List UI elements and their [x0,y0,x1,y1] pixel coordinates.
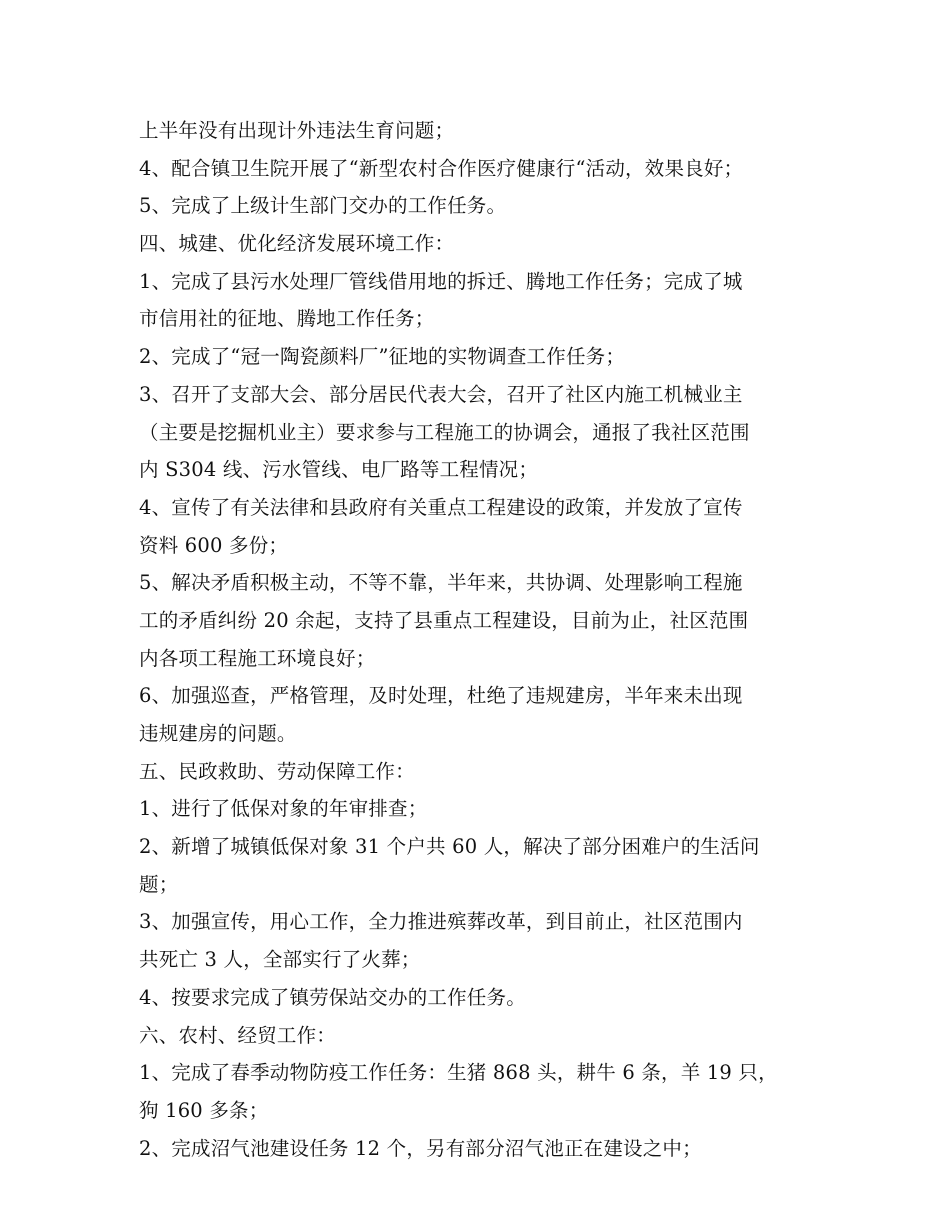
text-line: 4、按要求完成了镇劳保站交办的工作任务。 [139,985,526,1009]
text-line: 共死亡 3 人，全部实行了火葬； [139,948,421,972]
text-line: 题； [139,872,179,896]
text-line: 上半年没有出现计外违法生育问题； [139,119,455,142]
text-line: 4、宣传了有关法律和县政府有关重点工程建设的政策，并发放了宣传 [139,495,743,519]
text-line: 5、解决矛盾积极主动，不等不靠，半年来，共协调、处理影响工程施 [139,571,743,595]
text-line: 内各项工程施工环境良好； [139,646,376,670]
text-line: 6、加强巡查，严格管理，及时处理，杜绝了违规建房，半年来未出现 [139,684,743,708]
text-line: 3、加强宣传，用心工作，全力推进殡葬改革，到目前止，社区范围内 [139,910,743,934]
text-line: 狗 160 多条； [139,1098,269,1122]
text-line: 2、完成沼气池建设任务 12 个，另有部分沼气池正在建设之中； [139,1136,702,1160]
text-line: （主要是挖掘机业主）要求参与工程施工的协调会，通报了我社区范围 [139,420,750,444]
document-body [139,112,819,1167]
text-line: 5、完成了上级计生部门交办的工作任务。 [139,194,507,218]
section-heading: 五、民政救助、劳动保障工作： [139,759,415,783]
text-line: 1、完成了春季动物防疫工作任务：生猪 868 头，耕牛 6 条，羊 19 只， [139,1061,778,1085]
text-line: 4、配合镇卫生院开展了“新型农村合作医疗健康行“活动，效果良好； [139,156,744,180]
text-line: 内 S304 线、污水管线、电厂路等工程情况； [139,458,539,482]
text-line: 资料 600 多份； [139,533,289,557]
text-line: 违规建房的问题。 [139,722,297,745]
text-line: 市信用社的征地、腾地工作任务； [139,307,435,331]
text-line: 1、进行了低保对象的年审排查； [139,797,428,821]
text-line: 2、新增了城镇低保对象 31 个户共 60 人，解决了部分困难户的生活问 [139,835,760,859]
section-heading: 六、农村、经贸工作： [139,1023,337,1047]
section-heading: 四、城建、优化经济发展环境工作： [139,232,455,256]
text-line: 3、召开了支部大会、部分居民代表大会，召开了社区内施工机械业主 [139,382,743,406]
text-line: 工的矛盾纠纷 20 余起，支持了县重点工程建设，目前为止，社区范围 [139,608,749,632]
text-line: 1、完成了县污水处理厂管线借用地的拆迁、腾地工作任务；完成了城 [139,269,743,293]
text-line: 2、完成了“冠一陶瓷颜料厂”征地的实物调查工作任务； [139,345,626,369]
